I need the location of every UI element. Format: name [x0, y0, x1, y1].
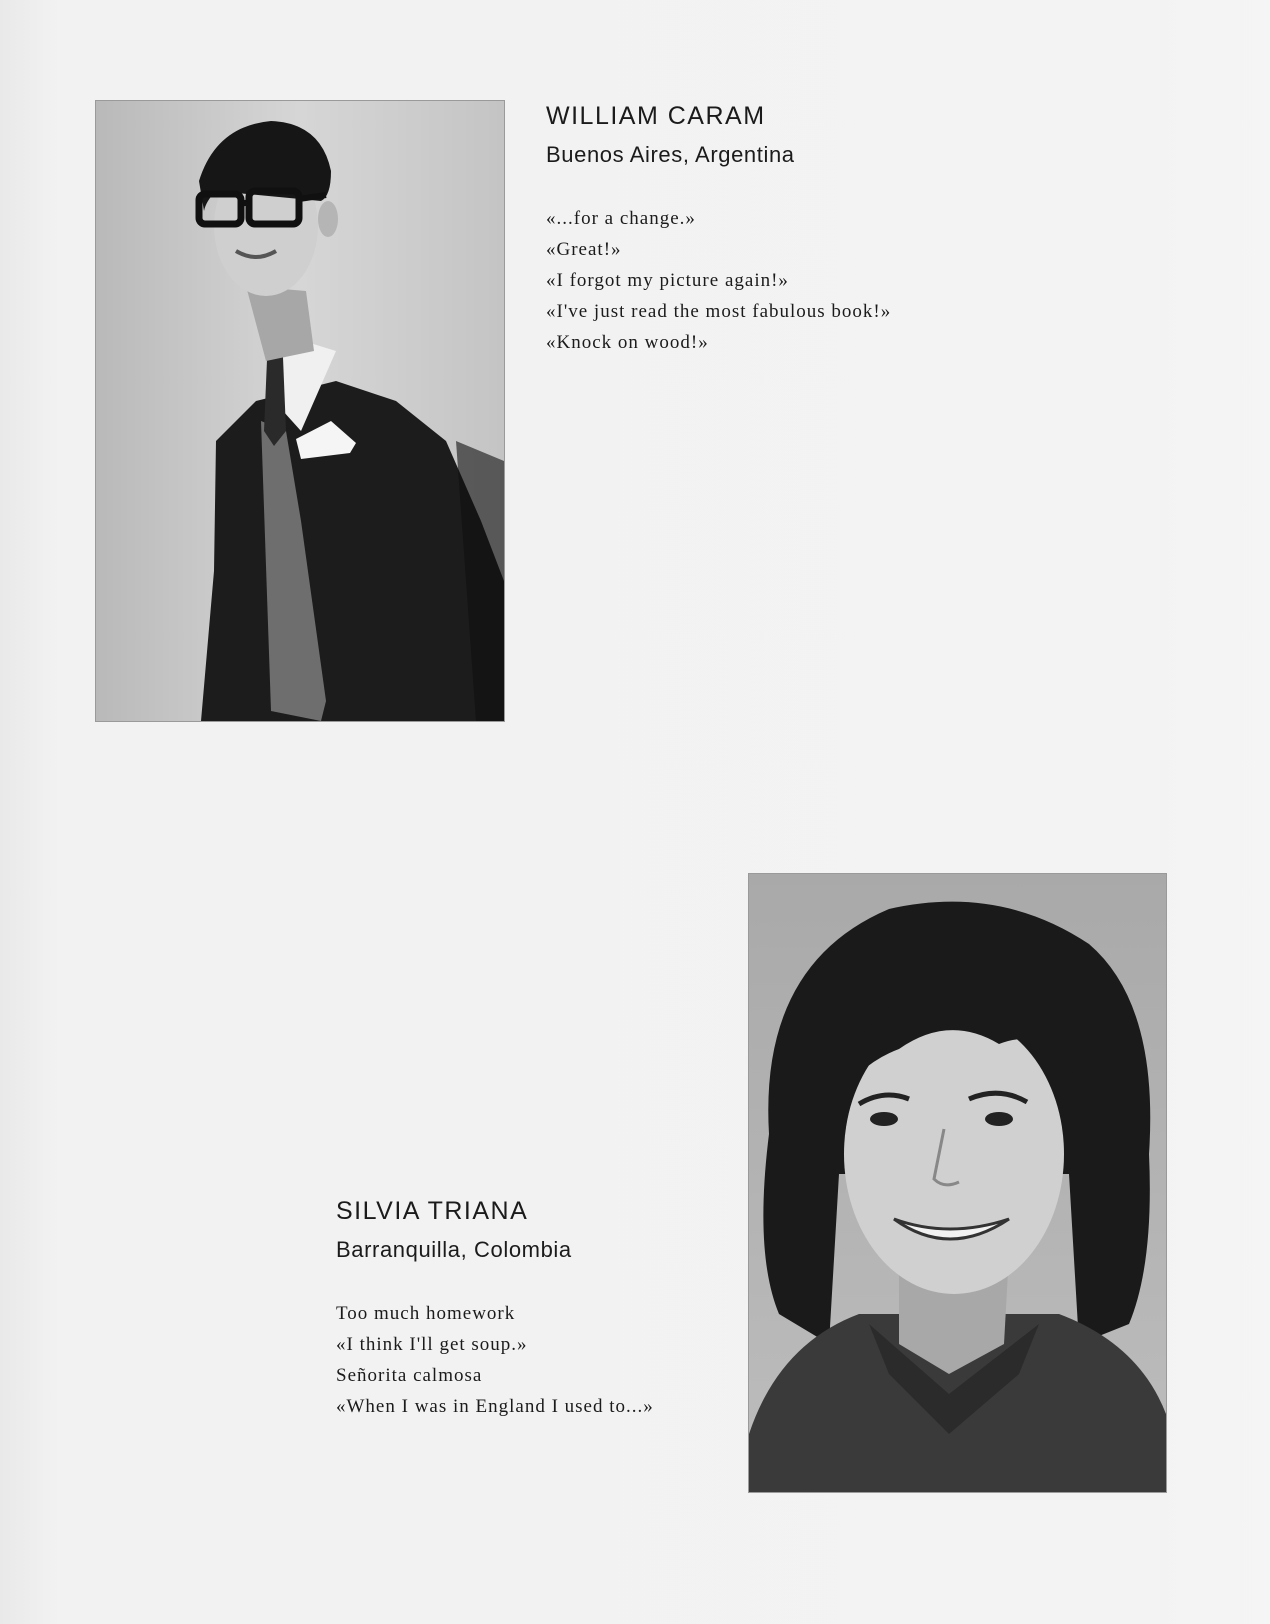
- student-name: SILVIA TRIANA: [336, 1197, 529, 1225]
- student-photo-william-caram: [95, 100, 505, 722]
- quote-item: «Great!»: [546, 239, 622, 260]
- student-hometown: Buenos Aires, Argentina: [546, 142, 795, 167]
- quote-item: «I've just read the most fabulous book!»: [546, 301, 892, 322]
- quote-item: «I forgot my picture again!»: [546, 270, 789, 291]
- quote-item: Too much homework: [336, 1303, 516, 1324]
- student-name: WILLIAM CARAM: [546, 102, 766, 130]
- student-hometown: Barranquilla, Colombia: [336, 1237, 572, 1262]
- student-bio-william-caram: [546, 100, 966, 361]
- quote-item: «I think I'll get soup.»: [336, 1334, 528, 1355]
- quote-item: «Knock on wood!»: [546, 332, 709, 353]
- student-bio-silvia-triana: [336, 1195, 726, 1425]
- quote-list: [336, 1301, 726, 1420]
- student-photo-silvia-triana: [748, 873, 1167, 1493]
- quote-item: Señorita calmosa: [336, 1365, 483, 1386]
- quote-item: «...for a change.»: [546, 208, 696, 229]
- quote-item: «When I was in England I used to...»: [336, 1396, 654, 1417]
- quote-list: [546, 206, 966, 356]
